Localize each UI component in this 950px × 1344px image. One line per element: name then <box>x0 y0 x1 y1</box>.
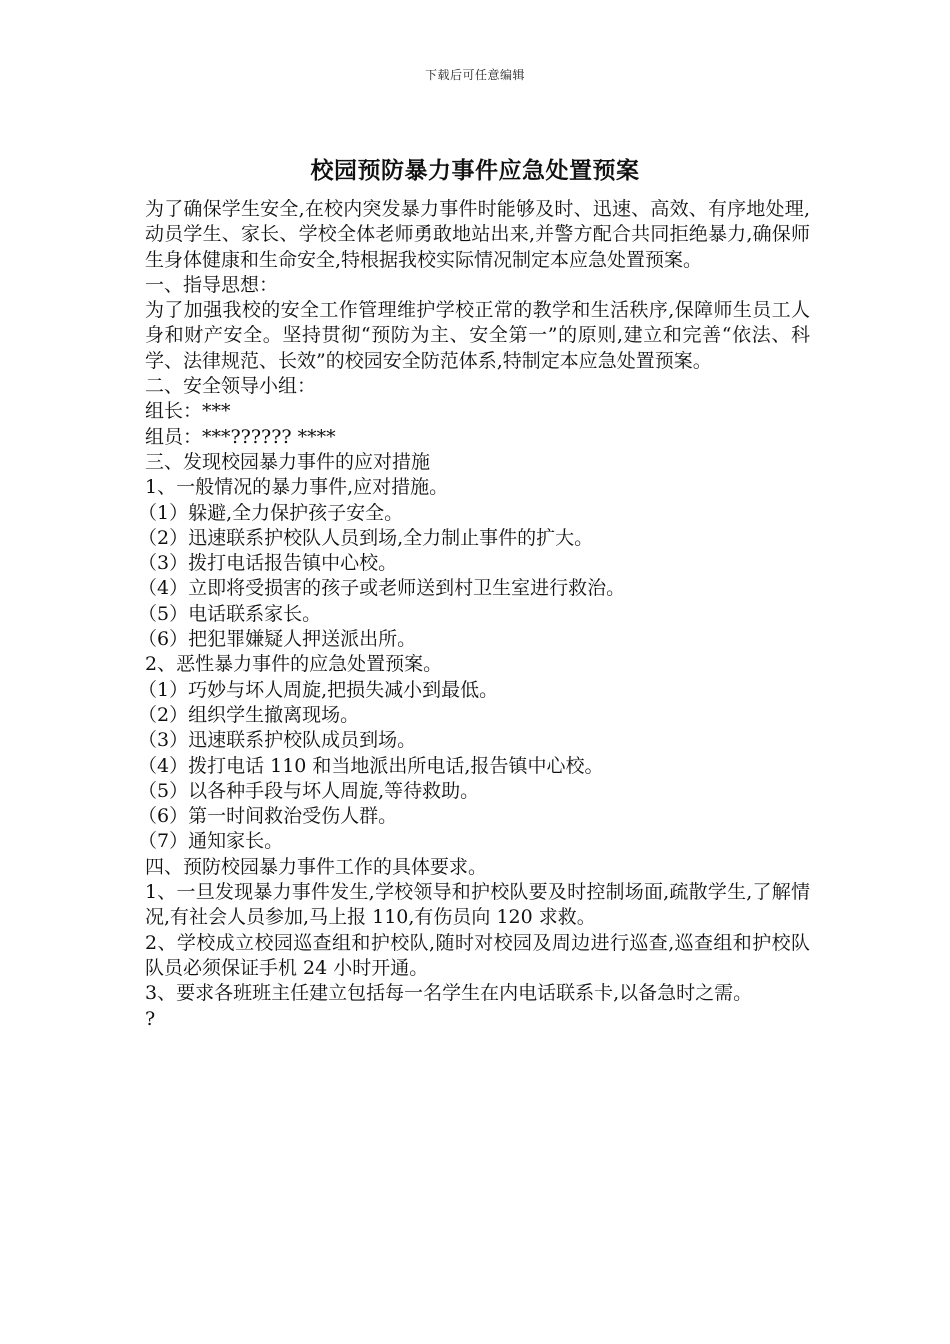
document-body <box>138 197 810 1032</box>
subsection-3-2-heading: 2、恶性暴力事件的应急处置预案。 <box>145 653 443 676</box>
requirement-paragraph: 3、要求各班班主任建立包括每一名学生在内电话联系卡,以备急时之需。 <box>145 982 753 1005</box>
group-members-line: 组员：***?????? **** <box>145 425 336 448</box>
requirement-paragraph: 2、学校成立校园巡查组和护校队,随时对校园及周边进行巡查,巡查组和护校队队员必须保证手机 24 小时开通。 <box>145 931 810 979</box>
section-1-paragraph: 为了加强我校的安全工作管理维护学校正常的教学和生活秩序,保障师生员工人身和财产安全。坚持贯彻“预防为主、安全第一”的原则,建立和完善“依法、科学、法律规范、长效”的校园安全防范体系,特制定本应急处置预案。 <box>145 299 810 372</box>
list-item: （5）电话联系家长。 <box>138 602 322 625</box>
list-item: （1）躲避,全力保护孩子安全。 <box>138 501 404 524</box>
intro-paragraph: 为了确保学生安全,在校内突发暴力事件时能够及时、迅速、高效、有序地处理,动员学生、家长、学校全体老师勇敢地站出来,并警方配合共同拒绝暴力,确保师生身体健康和生命安全,特根据我校实际情况制定本应急处置预案。 <box>145 198 810 271</box>
header-note: 下载后可任意编辑 <box>424 68 525 82</box>
list-item: （6）把犯罪嫌疑人押送派出所。 <box>138 628 417 651</box>
list-item: （4）拨打电话 110 和当地派出所电话,报告镇中心校。 <box>138 754 604 777</box>
section-1-heading: 一、指导思想： <box>145 273 279 296</box>
group-leader-line: 组长：*** <box>145 400 231 423</box>
list-item: （3）迅速联系护校队成员到场。 <box>138 729 417 752</box>
section-3-heading: 三、发现校园暴力事件的应对措施 <box>145 450 431 473</box>
list-item: （1）巧妙与坏人周旋,把损失减小到最低。 <box>138 678 499 701</box>
list-item: （2）迅速联系护校队人员到场,全力制止事件的扩大。 <box>138 526 594 549</box>
trailing-mark: ? <box>145 1007 156 1030</box>
list-item: （6）第一时间救治受伤人群。 <box>138 805 398 828</box>
list-item: （4）立即将受损害的孩子或老师送到村卫生室进行救治。 <box>138 577 626 600</box>
document-title: 校园预防暴力事件应急处置预案 <box>310 157 640 184</box>
list-item: （3）拨打电话报告镇中心校。 <box>138 552 398 575</box>
section-2-heading: 二、安全领导小组： <box>145 375 317 398</box>
list-item: （2）组织学生撤离现场。 <box>138 703 360 726</box>
list-item: （5）以各种手段与坏人周旋,等待救助。 <box>138 779 480 802</box>
list-item: （7）通知家长。 <box>138 830 284 853</box>
subsection-3-1-heading: 1、一般情况的暴力事件,应对措施。 <box>145 476 449 499</box>
section-4-heading: 四、预防校园暴力事件工作的具体要求。 <box>145 855 488 878</box>
requirement-paragraph: 1、一旦发现暴力事件发生,学校领导和护校队要及时控制场面,疏散学生,了解情况,有社会人员参加,马上报 110,有伤员向 120 求救。 <box>145 881 810 929</box>
